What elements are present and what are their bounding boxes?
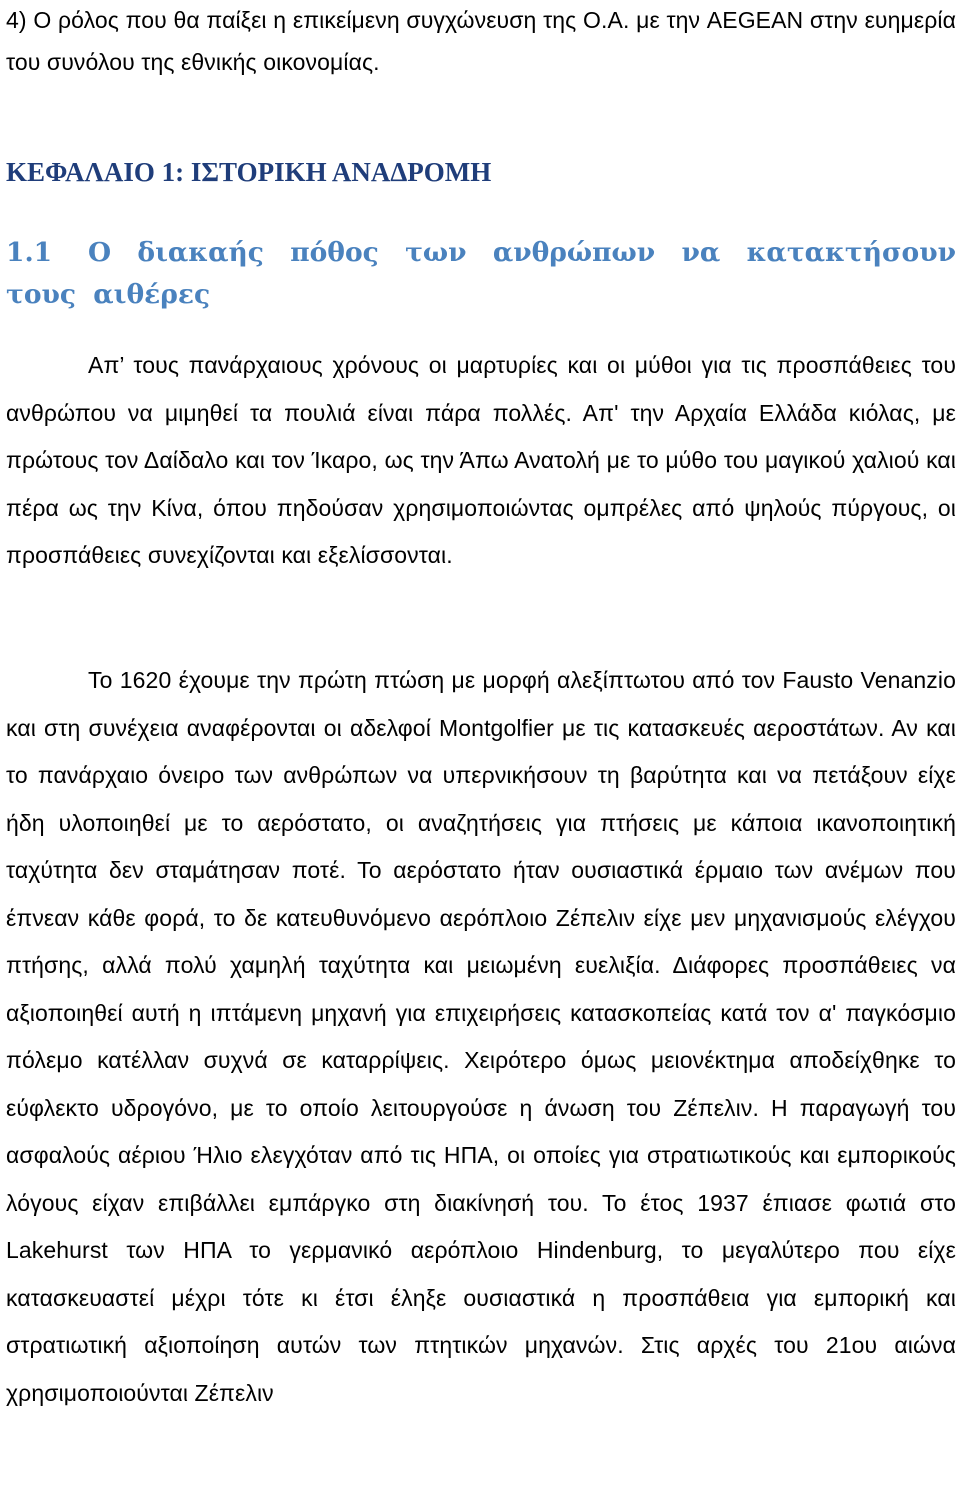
body-paragraph-2: Το 1620 έχουμε την πρώτη πτώση με μορφή αλεξίπτωτου από τον Fausto Venanzio και στη συνέχεια αναφέρονται οι αδελφοί Montgolfier με τις κατασκευές αεροστάτων. Αν και το πανάρχαιο όνειρο των ανθρώπων να υπερνικήσουν τη βαρύτητα και να πετάξουν είχε ήδη υλοποιηθεί με το αερόστατο, οι αναζητήσεις για πτήσεις με κάποια ικανοποιητική ταχύτητα δεν σταμάτησαν ποτέ. Το αερόστατο ήταν ουσιαστικά έρμαιο των ανέμων που έπνεαν κάθε φορά, το δε κατευθυνόμενο αερόπλοιο Ζέπελιν είχε μεν μηχανισμούς ελέγχου πτήσης, αλλά πολύ χαμηλή ταχύτητα και μειωμένη ευελιξία. Διάφορες προσπάθειες να αξιοποιηθεί αυτή η ιπτάμενη μηχανή για επιχειρήσεις κατασκοπείας κατά τον α' παγκόσμιο πόλεμο κατέλλαν συχνά σε καταρρίψεις. Χειρότερο όμως μειονέκτημα αποδείχθηκε το εύφλεκτο υδρογόνο, με το οποίο λειτουργούσε η άνωση του Ζέπελιν. Η παραγωγή του ασφαλούς αέριου Ήλιο ελεγχόταν από τις ΗΠΑ, οι οποίες για στρατιωτικούς και εμπορικούς λόγους είχαν επιβάλλει εμπάργκο στη διακίνησή του. Το έτος 1937 έπιασε φωτιά στο Lakehurst των ΗΠΑ το γερμανικό αερόπλοιο Hindenburg, το μεγαλύτερο που είχε κατασκευαστεί μέχρι τότε κι έτσι έληξε ουσιαστικά η προσπάθεια για εμπορική και στρατιωτική αξιοποίηση αυτών των πτητικών μηχανών. Στις αρχές του 21ου αιώνα χρησιμοποιούνται Ζέπελιν	[6, 667, 956, 1406]
list-item-4: 4) Ο ρόλος που θα παίξει η επικείμενη συγχώνευση της Ο.Α. με την AEGEAN στην ευημερία του συνόλου της εθνικής οικονομίας.	[6, 7, 956, 75]
section-number: 1.1	[6, 237, 53, 268]
section-title: Ο διακαής πόθος των ανθρώπων να κατακτήσουν τους αιθέρες	[6, 237, 956, 310]
chapter-heading: ΚΕΦΑΛΑΙΟ 1: ΙΣΤΟΡΙΚΗ ΑΝΑΔΡΟΜΗ	[6, 157, 492, 187]
section-heading	[6, 232, 956, 316]
body-paragraph-1: Απ’ τους πανάρχαιους χρόνους οι μαρτυρίες και οι μύθοι για τις προσπάθειες του ανθρώπου να μιμηθεί τα πουλιά είναι πάρα πολλές. Απ' την Αρχαία Ελλάδα κιόλας, με πρώτους τον Δαίδαλο και τον Ίκαρο, ως την Άπω Ανατολή με το μύθο του μαγικού χαλιού και πέρα ως την Κίνα, όπου πηδούσαν χρησιμοποιώντας ομπρέλες από ψηλούς πύργους, οι προσπάθειες συνεχίζονται και εξελίσσονται.	[6, 352, 956, 568]
